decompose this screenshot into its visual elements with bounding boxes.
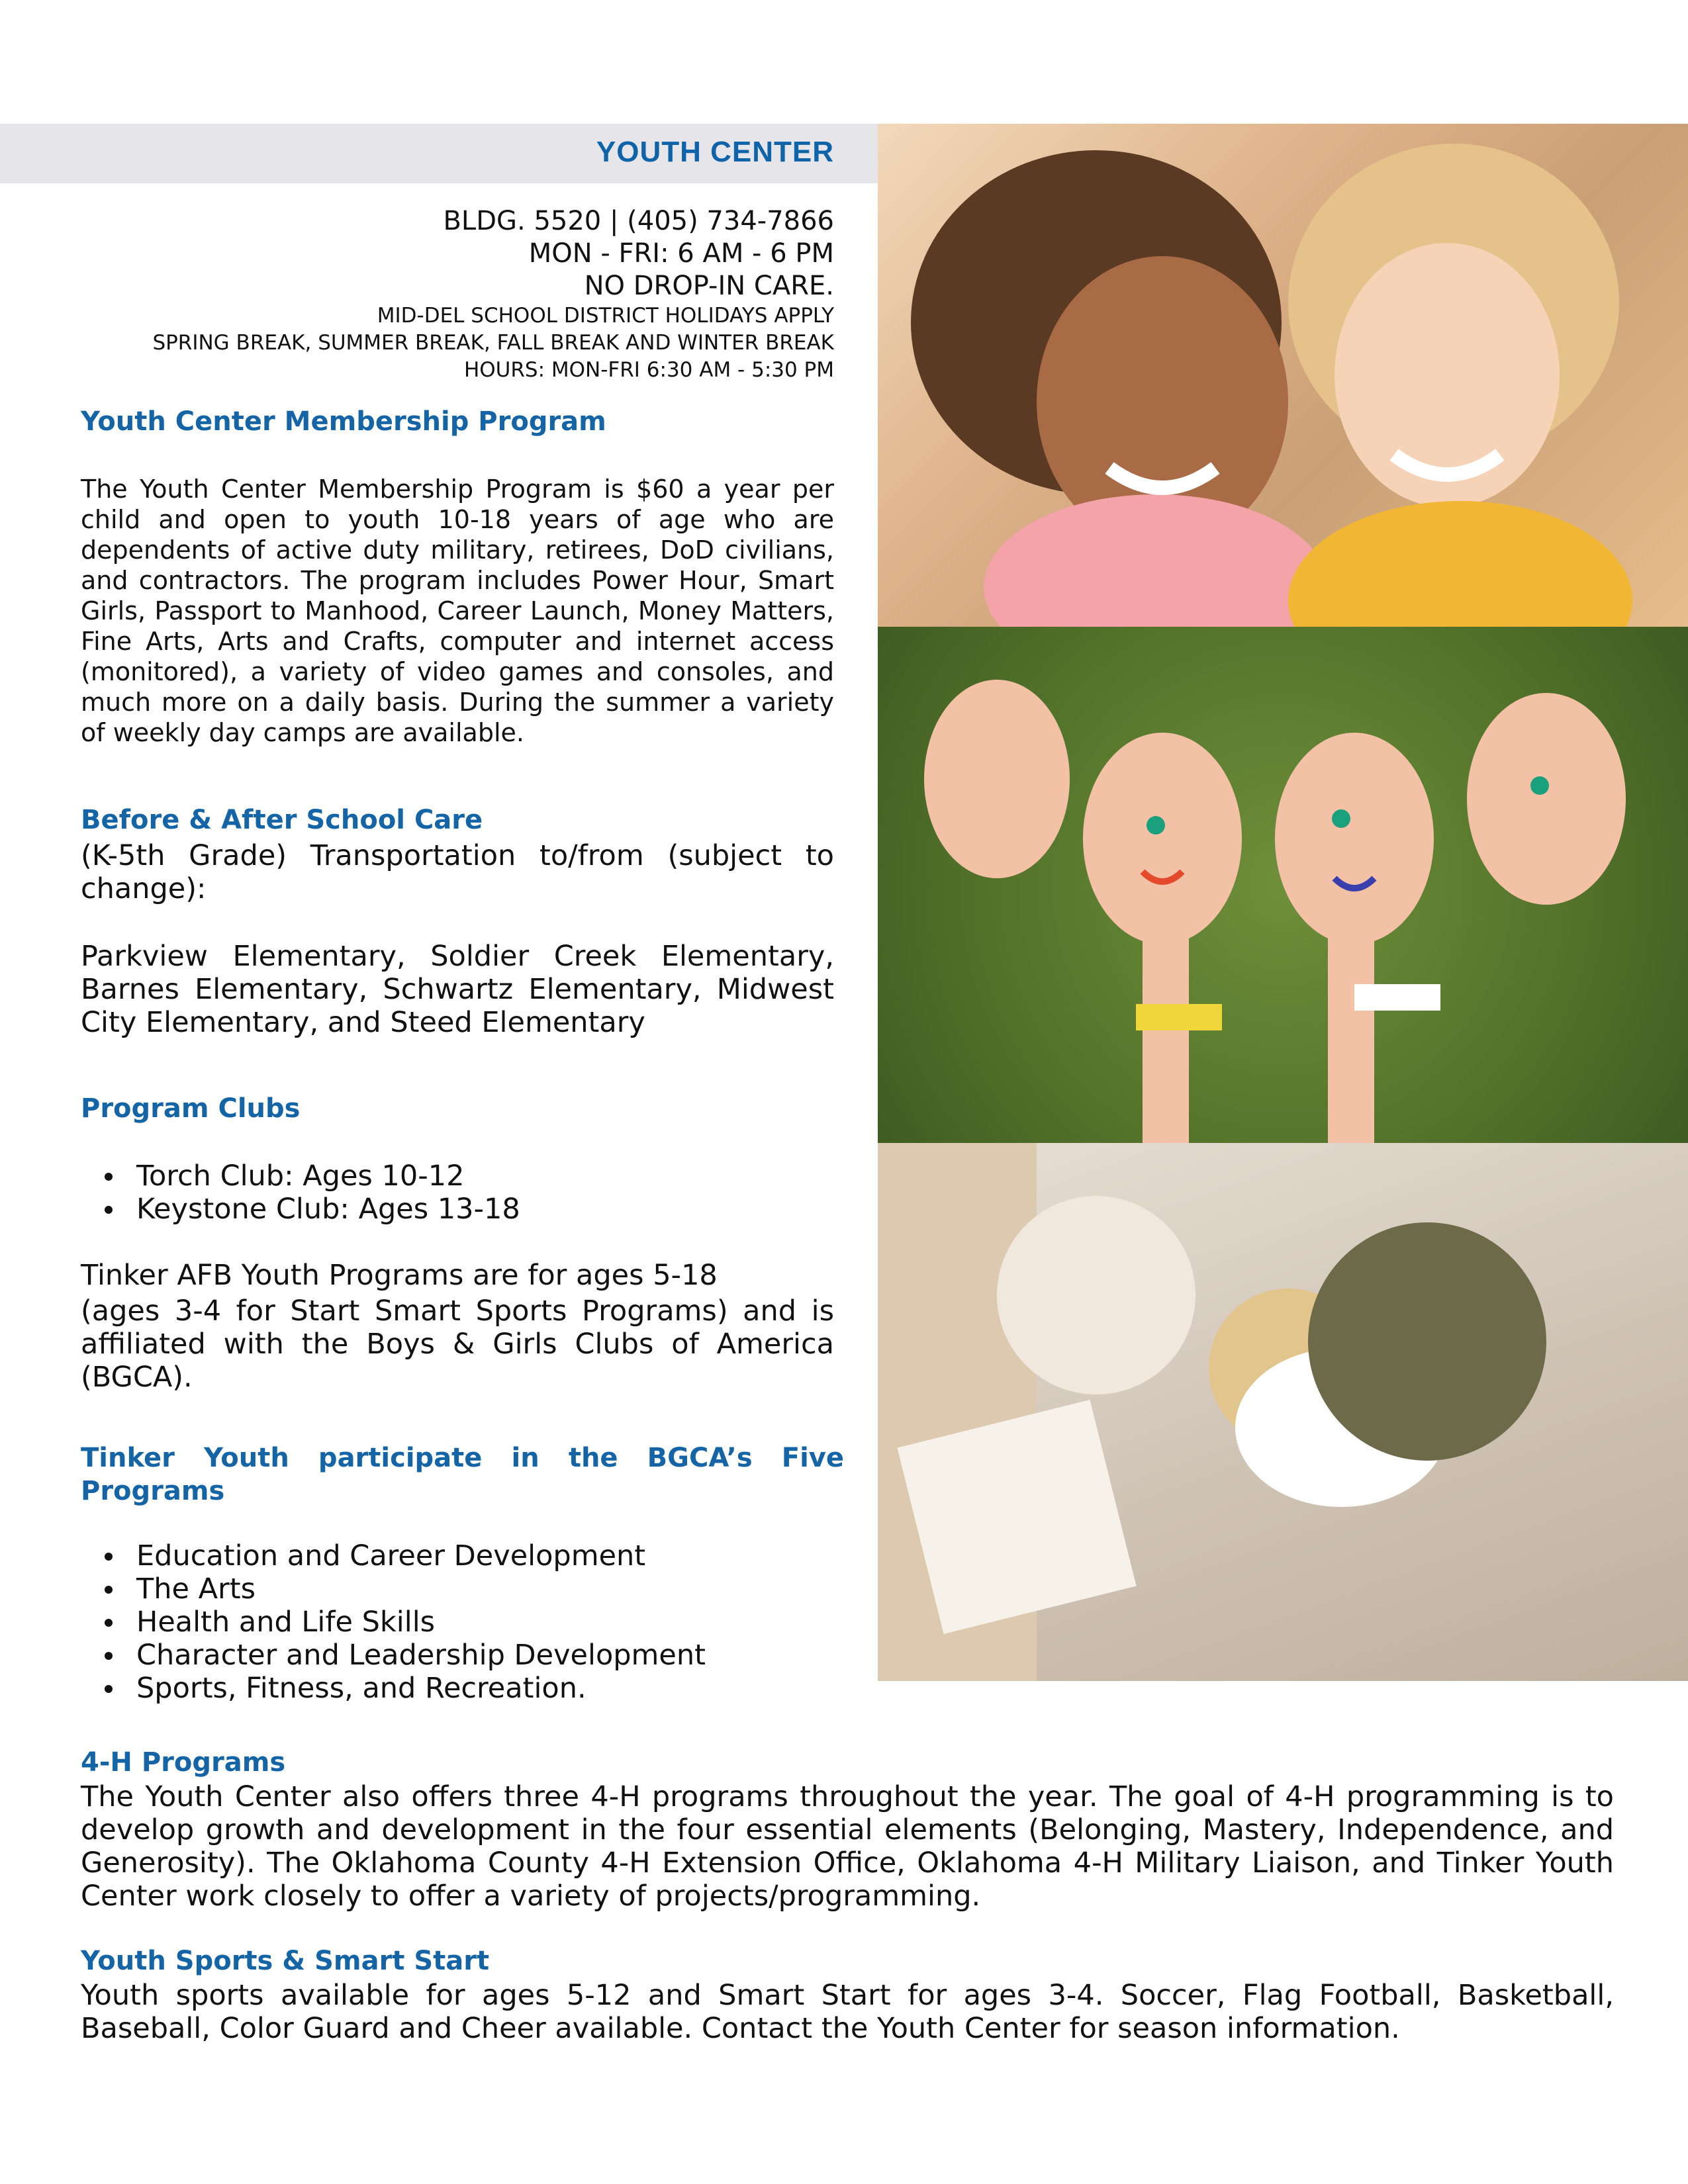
bgca-heading: Tinker Youth participate in the BGCA’s Five Programs [81, 1443, 844, 1506]
list-item: Health and Life Skills [81, 1606, 834, 1639]
membership-body: The Youth Center Membership Program is $60 a year per child and open to youth 10-18 years of age who are dependents of active duty military, retirees, DoD civilians, and contractors. The program includes Power Hour, Smart Girls, Passport to Manhood, Career Launch, Money Matters, Fine Arts, Arts and Crafts, computer and internet access (monitored), a variety of video games and consoles, and much more on a daily basis. During the summer a variety of weekly day camps are available. [81, 475, 834, 747]
sports-heading: Youth Sports & Smart Start [81, 1946, 490, 1976]
breaks-note: SPRING BREAK, SUMMER BREAK, FALL BREAK AND WINTER BREAK [152, 331, 834, 355]
photo-two-smiling-girls [878, 124, 1688, 627]
photo-kids-drawing [878, 1143, 1688, 1681]
break-hours: HOURS: MON-FRI 6:30 AM - 5:30 PM [463, 358, 834, 382]
before-after-body: (K-5th Grade) Transportation to/from (subject to change): [81, 839, 834, 905]
program-clubs-heading: Program Clubs [81, 1093, 301, 1124]
photo-painted-hands [878, 627, 1688, 1143]
bgca-programs-list [81, 1539, 834, 1705]
schools-list: Parkview Elementary, Soldier Creek Elementary, Barnes Elementary, Schwartz Elementary, Midwest City Elementary, and Steed Elementary [81, 940, 834, 1039]
list-item: Education and Career Development [81, 1539, 834, 1572]
list-item: Torch Club: Ages 10-12 [81, 1160, 834, 1193]
fourh-body: The Youth Center also offers three 4-H programs throughout the year. The goal of 4-H programming is to develop growth and development in the four essential elements (Belonging, Mastery, Independence, and Generosity). The Oklahoma County 4-H Extension Office, Oklahoma 4-H Military Liaison, and Tinker Youth Center work closely to offer a variety of projects/programming. [81, 1780, 1614, 1913]
drop-in-note: NO DROP-IN CARE. [584, 271, 834, 301]
weekday-hours: MON - FRI: 6 AM - 6 PM [528, 238, 834, 269]
sports-body: Youth sports available for ages 5-12 and Smart Start for ages 3-4. Soccer, Flag Football, Basketball, Baseball, Color Guard and Cheer available. Contact the Youth Center for season information. [81, 1979, 1614, 2045]
list-item: Character and Leadership Development [81, 1639, 834, 1672]
membership-heading: Youth Center Membership Program [81, 406, 606, 437]
clubs-list [81, 1160, 834, 1226]
holidays-note: MID-DEL SCHOOL DISTRICT HOLIDAYS APPLY [377, 304, 834, 328]
kids-drawing-illustration [878, 1143, 1688, 1681]
building-phone: BLDG. 5520 | (405) 734-7866 [443, 206, 834, 236]
hands-illustration [878, 627, 1688, 1143]
list-item: Sports, Fitness, and Recreation. [81, 1672, 834, 1705]
programs-ages-line: Tinker AFB Youth Programs are for ages 5-18 [81, 1259, 718, 1292]
page-title: YOUTH CENTER [596, 136, 834, 168]
list-item: The Arts [81, 1572, 834, 1606]
contact-info [152, 205, 834, 384]
list-item: Keystone Club: Ages 13-18 [81, 1193, 834, 1226]
fourh-heading: 4-H Programs [81, 1747, 286, 1778]
programs-affiliation: (ages 3-4 for Start Smart Sports Programs) and is affiliated with the Boys & Girls Clubs of America (BGCA). [81, 1295, 834, 1394]
before-after-heading: Before & After School Care [81, 805, 483, 835]
girls-illustration [878, 124, 1688, 627]
